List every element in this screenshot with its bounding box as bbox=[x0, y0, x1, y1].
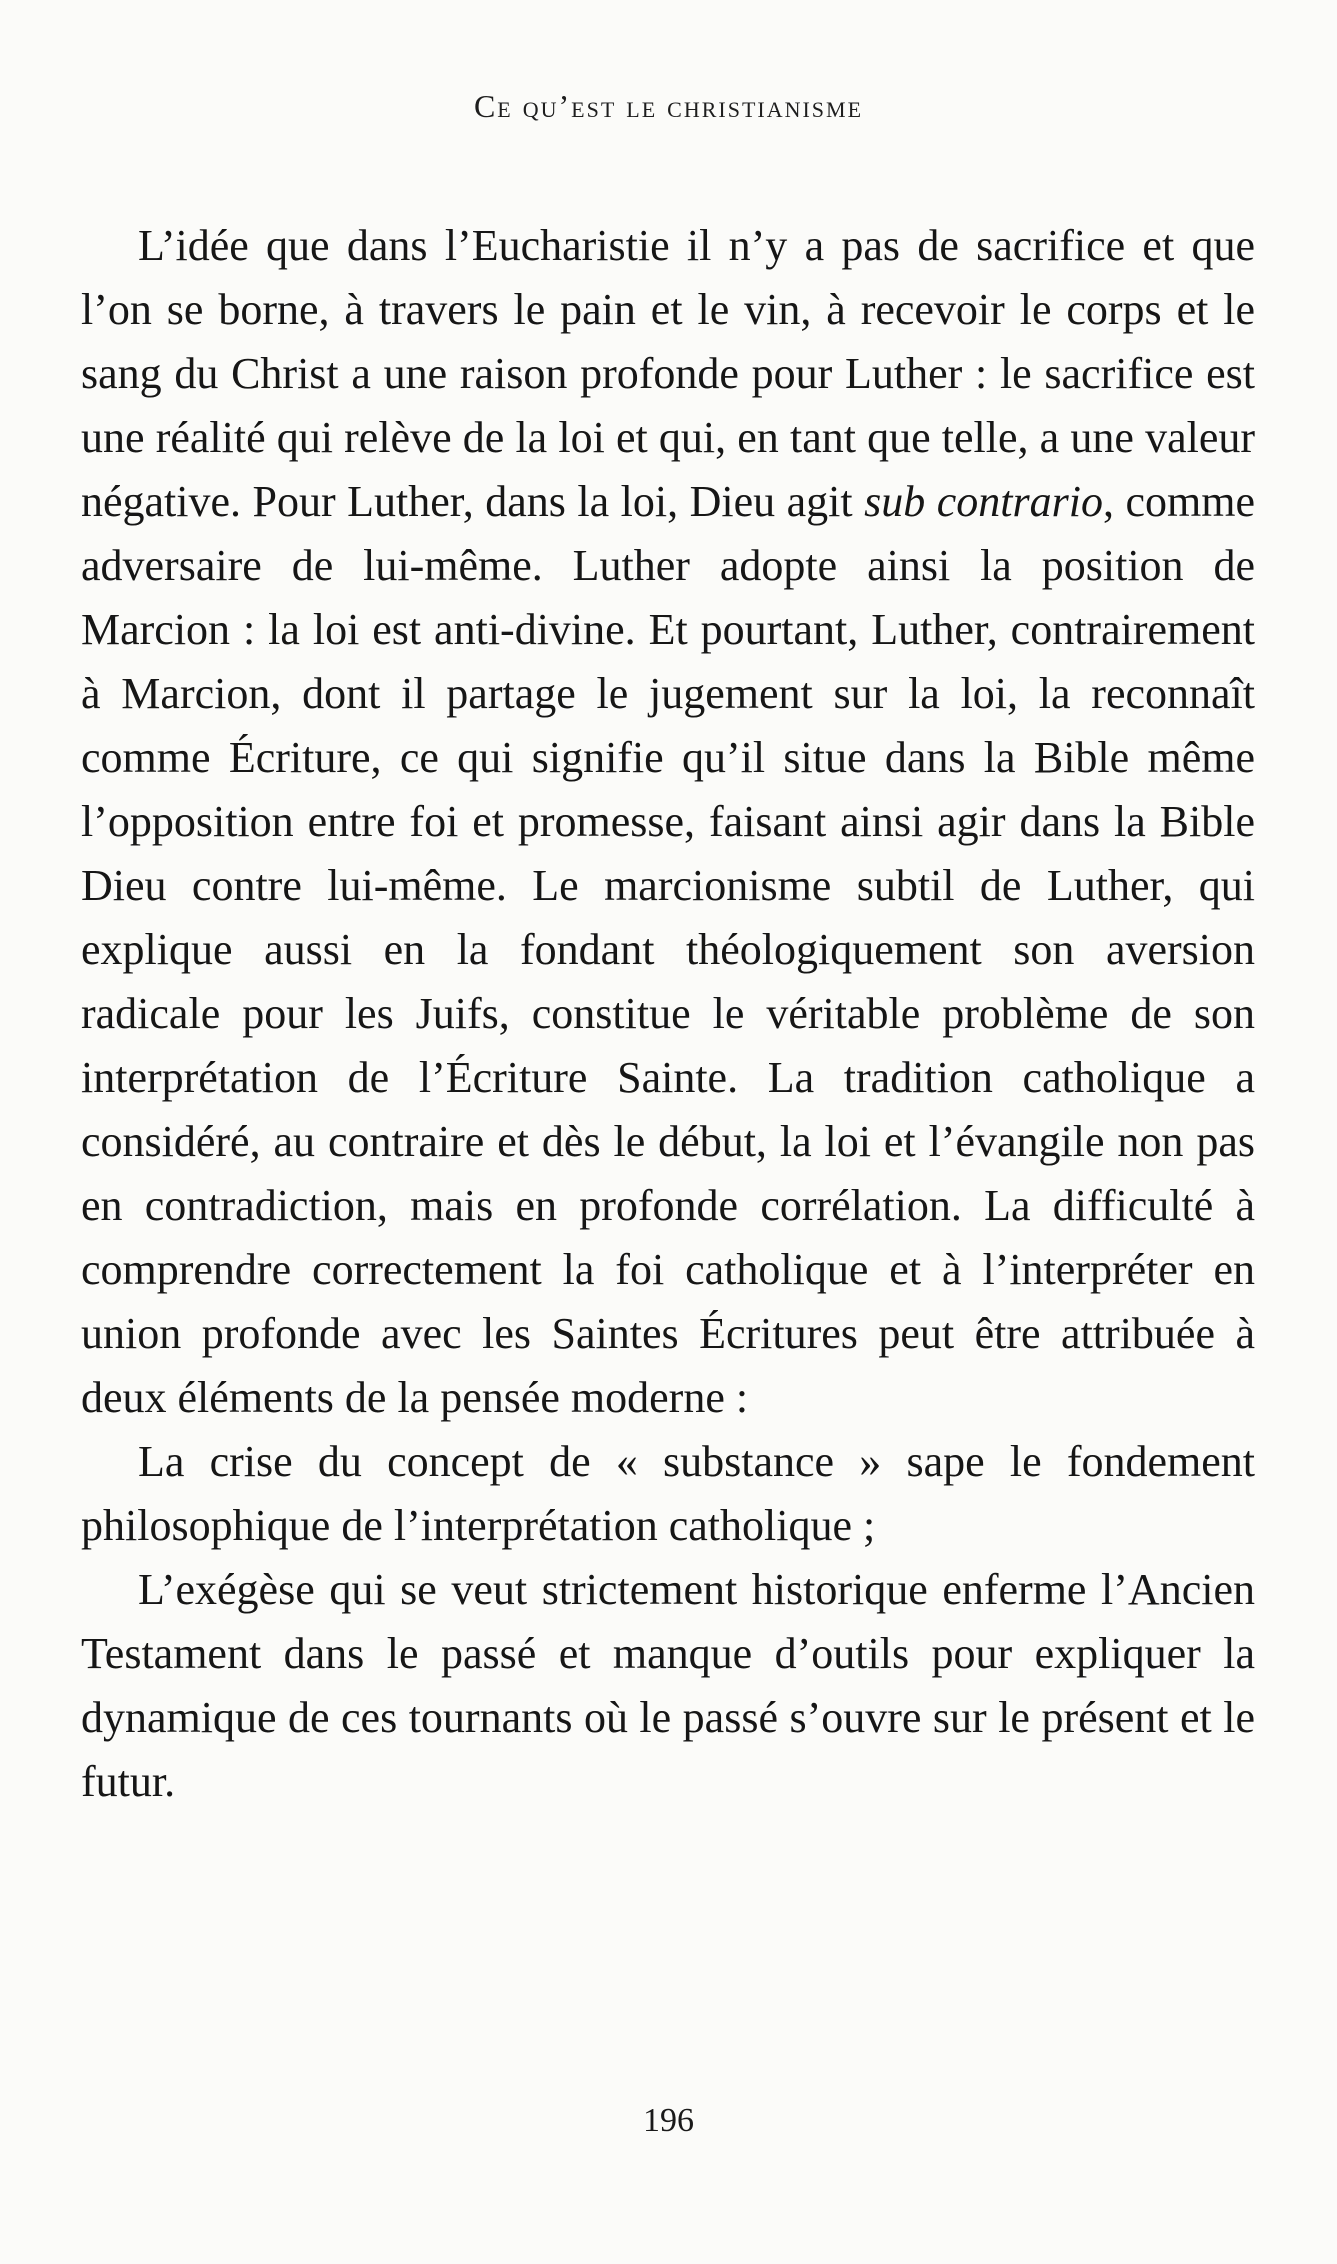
running-head: Ce qu’est le christianisme bbox=[473, 88, 864, 124]
paragraph-1-text-b: , comme adversaire de lui-même. Luther adopte ainsi la position de Marcion : la loi est anti-divine. Et pourtant, Luther, contrairement à Marcion, dont il partage le jugement sur la loi, la reconnaît comme Écriture, ce qui signifie qu’il situe dans la Bible même l’opposition entre foi et promesse, faisant ainsi agir dans la Bible Dieu contre lui-même. Le marcionisme subtil de Luther, qui explique aussi en la fondant théologiquement son aversion radicale pour les Juifs, constitue le véritable problème de son interprétation de l’Écriture Sainte. La tradition catholique a considéré, au contraire et dès le début, la loi et l’évangile non pas en contradiction, mais en profonde corrélation. La difficulté à comprendre correctement la foi catholique et à l’interpréter en union profonde avec les Saintes Écritures peut être attribuée à deux éléments de la pensée moderne : bbox=[81, 477, 1255, 1422]
italic-phrase: sub contrario bbox=[864, 477, 1103, 526]
paragraph-1-text-a: L’idée que dans l’Eucharistie il n’y a pas de sacrifice et que l’on se borne, à travers le pain et le vin, à recevoir le corps et le sang du Christ a une raison profonde pour Luther : le sacrifice est une réalité qui relève de la loi et qui, en tant que telle, a une valeur négative. Pour Luther, dans la loi, Dieu agit bbox=[81, 221, 1255, 526]
paragraph-1 bbox=[81, 214, 1255, 1430]
paragraph-3: L’exégèse qui se veut strictement historique enferme l’Ancien Testament dans le passé et manque d’outils pour expliquer la dynamique de ces tournants où le passé s’ouvre sur le présent et le futur. bbox=[81, 1565, 1255, 1806]
page-number: 196 bbox=[643, 2102, 694, 2139]
body-text bbox=[81, 214, 1255, 1814]
paragraph-2: La crise du concept de « substance » sape le fondement philosophique de l’interprétation catholique ; bbox=[81, 1437, 1255, 1550]
